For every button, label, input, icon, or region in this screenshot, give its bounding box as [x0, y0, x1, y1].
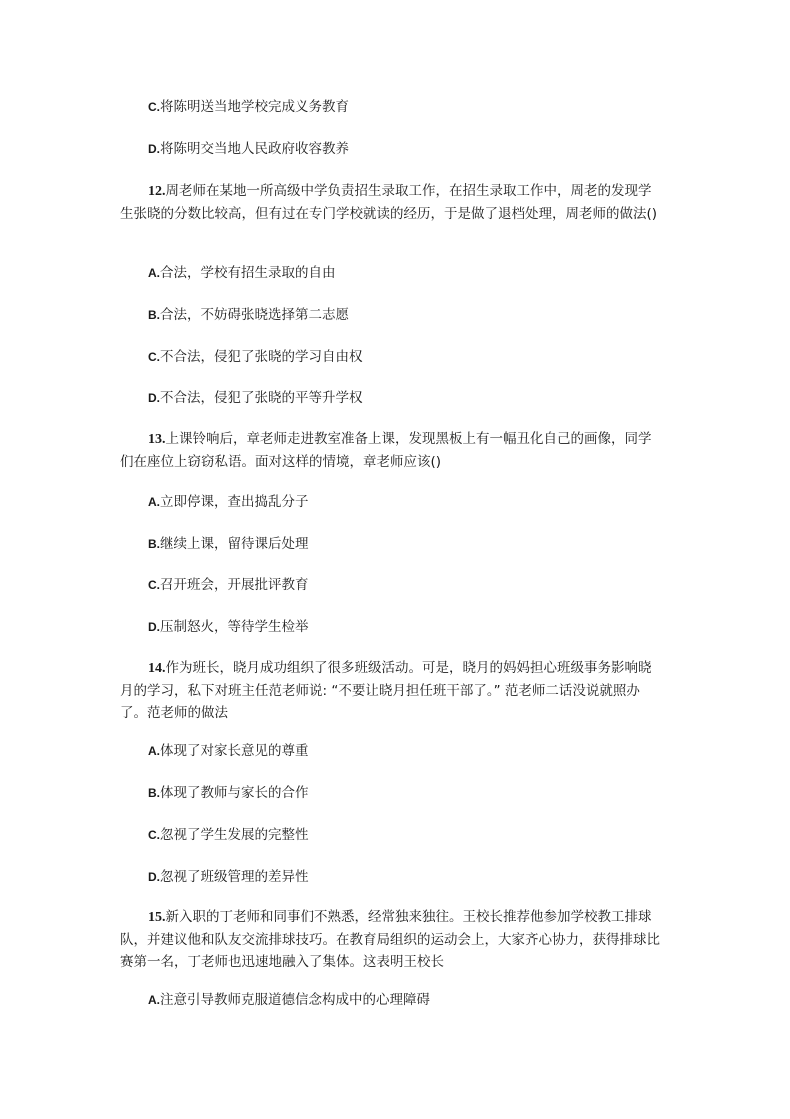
option-a: A.立即停课，查出捣乱分子: [148, 494, 309, 510]
option-b: B.体现了教师与家长的合作: [148, 785, 309, 801]
option-a: A.合法，学校有招生录取的自由: [148, 265, 336, 281]
question-12-stem: 12.周老师在某地一所高级中学负责招生录取工作，在招生录取工作中，周老的发现学生张晓的分数比较高，但有过在专门学校就读的经历，于是做了退档处理，周老师的做法(): [120, 183, 658, 222]
option-d: D.忽视了班级管理的差异性: [148, 869, 309, 885]
option-b: B.合法，不妨碍张晓选择第二志愿: [148, 307, 349, 323]
option-c: C.不合法，侵犯了张晓的学习自由权: [148, 349, 363, 365]
question-15-stem: 15.新入职的丁老师和同事们不熟悉，经常独来独往。王校长推荐他参加学校教工排球队，并建议他和队友交流排球技巧。在教育局组织的运动会上，大家齐心协力，获得排球比赛第一名，丁老师也迅速地融入了集体。这表明王校长: [120, 909, 660, 970]
question-13-stem: 13.上课铃响后，章老师走进教室准备上课，发现黑板上有一幅丑化自己的画像，同学们在座位上窃窃私语。面对这样的情境，章老师应该(): [120, 431, 652, 470]
option-c: C.将陈明送当地学校完成义务教育: [148, 99, 349, 115]
option-b: B.继续上课，留待课后处理: [148, 536, 309, 552]
option-c: C.忽视了学生发展的完整性: [148, 827, 309, 843]
option-c: C.召开班会，开展批评教育: [148, 577, 309, 593]
option-d: D.将陈明交当地人民政府收容教养: [148, 141, 349, 157]
option-d: D.不合法，侵犯了张晓的平等升学权: [148, 390, 363, 406]
option-d: D.压制怒火，等待学生检举: [148, 619, 309, 635]
question-14-stem: 14.作为班长，晓月成功组织了很多班级活动。可是，晓月的妈妈担心班级事务影响晓月的学习，私下对班主任范老师说: “不要让晓月担任班干部了。” 范老师二话没说就照办了。范老师的做法: [120, 660, 652, 721]
option-a: A.注意引导教师克服道德信念构成中的心理障碍: [148, 992, 430, 1008]
option-a: A.体现了对家长意见的尊重: [148, 743, 309, 759]
